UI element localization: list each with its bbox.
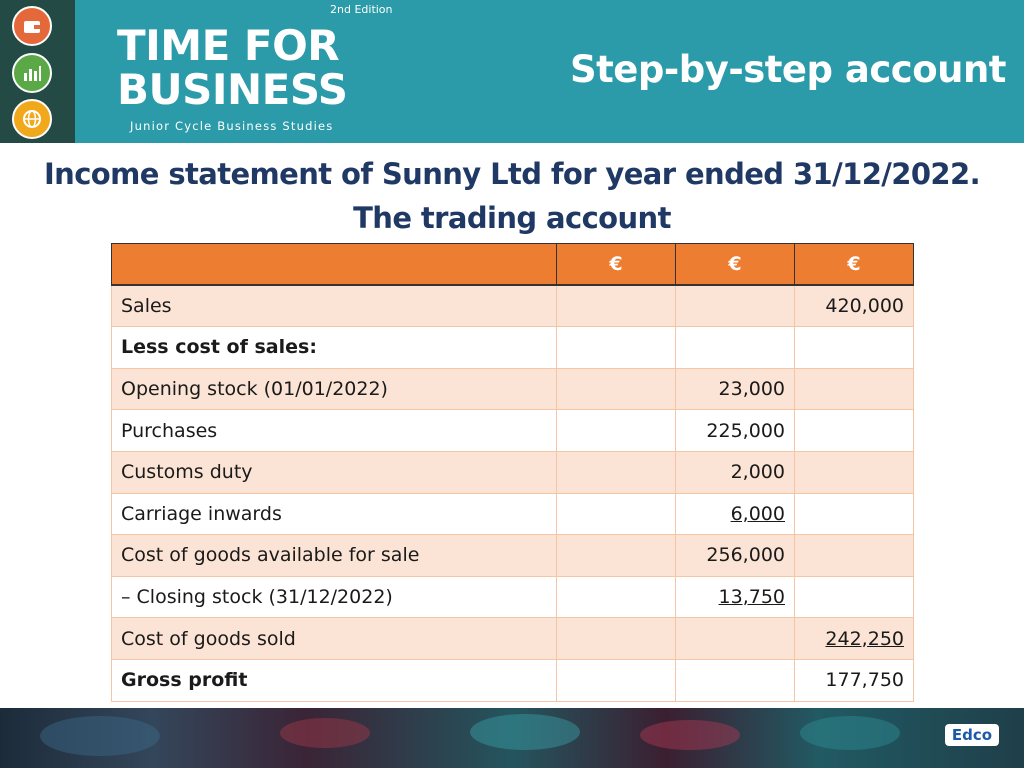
bar-chart-icon (12, 53, 52, 93)
header-cell-euro-1: € (557, 244, 676, 286)
row-label: Sales (112, 285, 557, 327)
footer-glow (470, 714, 580, 750)
row-label: Opening stock (01/01/2022) (112, 368, 557, 410)
row-col3 (795, 410, 914, 452)
table-row (112, 659, 914, 701)
row-label: Purchases (112, 410, 557, 452)
footer-banner (0, 708, 1024, 768)
row-col2: 256,000 (676, 535, 795, 577)
table-row (112, 535, 914, 577)
row-label: Customs duty (112, 451, 557, 493)
row-label: Less cost of sales: (112, 327, 557, 369)
header-cell-euro-3: € (795, 244, 914, 286)
row-col2 (676, 285, 795, 327)
row-col3 (795, 327, 914, 369)
row-col1 (557, 535, 676, 577)
table-row (112, 327, 914, 369)
row-col3: 177,750 (795, 659, 914, 701)
row-col2 (676, 327, 795, 369)
row-label: Cost of goods available for sale (112, 535, 557, 577)
edco-logo: Edco (945, 724, 999, 746)
row-col3: 242,250 (795, 618, 914, 660)
row-col2 (676, 618, 795, 660)
row-col3 (795, 576, 914, 618)
row-col3 (795, 451, 914, 493)
globe-icon (12, 99, 52, 139)
table-row (112, 576, 914, 618)
edition-label: 2nd Edition (330, 3, 393, 16)
row-col3 (795, 368, 914, 410)
header-banner (0, 0, 1024, 143)
footer-glow (280, 718, 370, 748)
header-cell-euro-2: € (676, 244, 795, 286)
table-header-row (112, 244, 914, 286)
row-col2: 225,000 (676, 410, 795, 452)
wallet-icon (12, 6, 52, 46)
table-row (112, 451, 914, 493)
row-col2: 13,750 (676, 576, 795, 618)
row-label: – Closing stock (31/12/2022) (112, 576, 557, 618)
table-row (112, 493, 914, 535)
brand-subtitle: Junior Cycle Business Studies (130, 119, 334, 133)
row-label: Gross profit (112, 659, 557, 701)
row-col1 (557, 576, 676, 618)
row-col1 (557, 659, 676, 701)
icon-strip (0, 0, 75, 143)
table-row (112, 285, 914, 327)
row-col1 (557, 618, 676, 660)
row-col3: 420,000 (795, 285, 914, 327)
table-row (112, 410, 914, 452)
row-label: Carriage inwards (112, 493, 557, 535)
row-label: Cost of goods sold (112, 618, 557, 660)
row-col1 (557, 451, 676, 493)
table-row (112, 368, 914, 410)
page-subtitle: The trading account (353, 201, 671, 235)
row-col1 (557, 327, 676, 369)
row-col2 (676, 659, 795, 701)
slide-header-title: Step-by-step account (569, 48, 1006, 91)
row-col3 (795, 535, 914, 577)
footer-glow (640, 720, 740, 750)
row-col2: 2,000 (676, 451, 795, 493)
trading-account-table (111, 243, 914, 702)
row-col1 (557, 410, 676, 452)
row-col1 (557, 368, 676, 410)
page-title: Income statement of Sunny Ltd for year ended 31/12/2022. (43, 157, 980, 191)
row-col1 (557, 493, 676, 535)
table-row (112, 618, 914, 660)
footer-glow (40, 716, 160, 756)
brand-title-line1: TIME FOR (117, 21, 340, 70)
row-col1 (557, 285, 676, 327)
row-col3 (795, 493, 914, 535)
row-col2: 23,000 (676, 368, 795, 410)
brand-title-line2: BUSINESS (117, 65, 348, 114)
row-col2: 6,000 (676, 493, 795, 535)
footer-glow (800, 716, 900, 750)
header-cell-label (112, 244, 557, 286)
